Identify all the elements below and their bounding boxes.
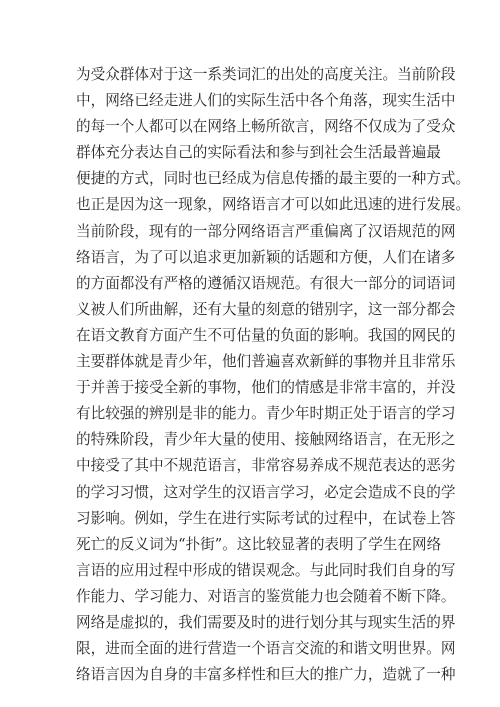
text-line: 言语的应用过程中形成的错误观念。与此同时我们自身的写 (76, 561, 456, 579)
text-line: 有比较强的辨别是非的能力。青少年时期正处于语言的学习 (76, 405, 456, 423)
text-line: 的特殊阶段，青少年大量的使用、接触网络语言，在无形之 (76, 431, 456, 449)
text-line: 主要群体就是青少年，他们普遍喜欢新鲜的事物并且非常乐 (76, 353, 456, 371)
text-line: 中接受了其中不规范语言，非常容易养成不规范表达的恶劣 (76, 457, 456, 475)
text-line: 于并善于接受全新的事物，他们的情感是非常丰富的，并没 (76, 379, 456, 397)
text-line: 也正是因为这一现象，网络语言才可以如此迅速的进行发展。 (76, 196, 471, 214)
text-line: 习影响。例如，学生在进行实际考试的过程中，在试卷上答 (76, 509, 456, 527)
text-line: 义被人们所曲解，还有大量的刻意的错别字，这一部分都会 (76, 300, 456, 318)
text-line: 限，进而全面的进行营造一个语言交流的和谐文明世界。网 (76, 640, 456, 658)
text-line: 络语言因为自身的丰富多样性和巨大的推广力，造就了一种 (76, 666, 456, 684)
text-line: 络语言，为了可以追求更加新颖的话题和方便，人们在诸多 (76, 248, 456, 266)
text-line: 群体充分表达自己的实际看法和参与到社会生活最普遍最 (76, 144, 441, 162)
text-line: 网络是虚拟的，我们需要及时的进行划分其与现实生活的界 (76, 613, 456, 631)
text-line: 的学习习惯，这对学生的汉语言学习，必定会造成不良的学 (76, 483, 456, 501)
text-line: 为受众群体对于这一系类词汇的出处的高度关注。当前阶段 (76, 66, 456, 83)
text-line: 在语文教育方面产生不可估量的负面的影响。我国的网民的 (76, 326, 456, 344)
text-line: 便捷的方式，同时也已经成为信息传播的最主要的一种方式。 (76, 170, 471, 188)
text-line: 的每一个人都可以在网络上畅所欲言，网络不仅成为了受众 (76, 118, 456, 136)
text-line: 作能力、学习能力、对语言的鉴赏能力也会随着不断下降。 (76, 587, 456, 605)
text-line: 死亡的反义词为“扑街”。这比较显著的表明了学生在网络 (76, 535, 442, 553)
text-line: 中，网络已经走进人们的实际生活中各个角落，现实生活中 (76, 92, 456, 110)
text-line: 当前阶段，现有的一部分网络语言严重偏离了汉语规范的网 (76, 222, 456, 240)
body-text (76, 62, 471, 688)
text-line: 的方面都没有严格的遵循汉语规范。有很大一部分的词语词 (76, 274, 456, 292)
